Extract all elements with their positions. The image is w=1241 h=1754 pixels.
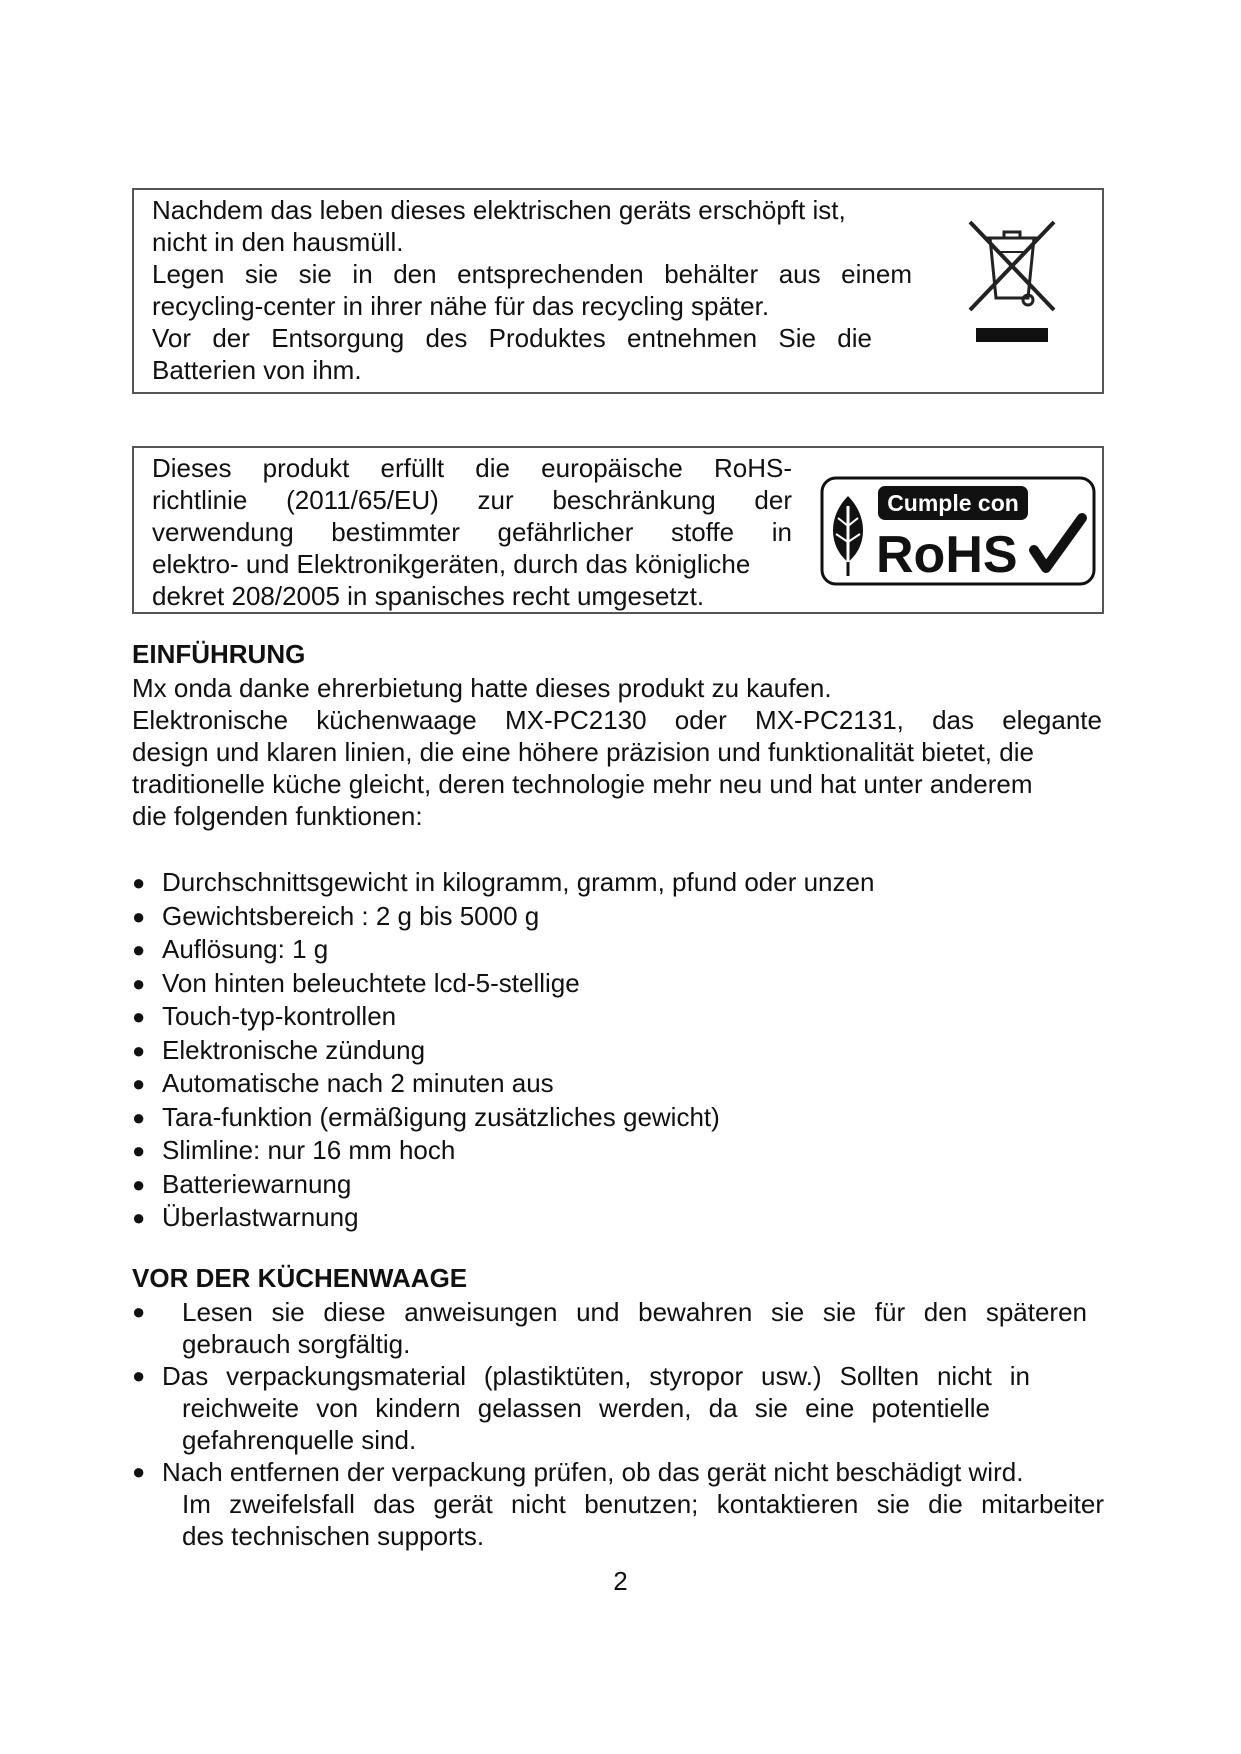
list-item: ● Durchschnittsgewicht in kilogramm, gramm, pfund oder unzen [132, 866, 1092, 900]
bullet-icon: ● [132, 937, 146, 962]
bullet-icon: ● [132, 1037, 146, 1063]
weee-line: Legen sie sie in den entsprechenden behälter aus einem [152, 259, 912, 289]
weee-line: Batterien von ihm. [152, 355, 362, 385]
intro-line: Mx onda danke ehrerbietung hatte dieses produkt zu kaufen. [132, 673, 832, 703]
intro-paragraph [132, 672, 1102, 832]
crossed-out-wheelie-bin-icon [962, 216, 1062, 346]
rohs-notice-box [132, 446, 1104, 614]
list-item: ● Elektronische zündung [132, 1034, 1092, 1068]
intro-line: design und klaren linien, die eine höhere präzision und funktionalität bietet, die [132, 737, 1034, 767]
intro-line: traditionelle küche gleicht, deren technologie mehr neu und hat unter anderem [132, 769, 1033, 799]
bullet-icon: ● [132, 1104, 146, 1130]
list-item: ● Batteriewarnung [132, 1168, 1092, 1202]
bullet-icon: ● [132, 1071, 146, 1096]
bullet-icon: ● [132, 1299, 146, 1324]
list-item: ● Das verpackungsmaterial (plastiktüten, styropor usw.) Sollten nicht in reichweite von kindern gelassen werden, da sie eine potentielle gefahrenquelle sind. [132, 1361, 1030, 1455]
bullet-icon: ● [132, 970, 146, 996]
rohs-line: verwendung bestimmter gefährlicher stoffe in [152, 517, 792, 547]
svg-text:Cumple con: Cumple con [887, 490, 1019, 516]
list-item: ● Von hinten beleuchtete lcd-5-stellige [132, 967, 1092, 1001]
bullet-icon: ● [132, 903, 146, 929]
list-item: ● Touch-typ-kontrollen [132, 1000, 1092, 1034]
intro-title: EINFÜHRUNG [132, 639, 306, 669]
rohs-line: elektro- und Elektronikgeräten, durch das königliche [152, 549, 751, 579]
bullet-icon: ● [132, 1205, 146, 1230]
intro-line: Elektronische küchenwaage MX-PC2130 oder MX-PC2131, das elegante [132, 705, 1102, 735]
feature-list [132, 866, 1092, 1235]
list-item: ● Lesen sie diese anweisungen und bewahren sie sie für den späteren gebrauch sorgfältig. [132, 1297, 1087, 1359]
list-item: ● Automatische nach 2 minuten aus [132, 1067, 1092, 1101]
bullet-icon: ● [132, 1004, 146, 1029]
bullet-icon: ● [132, 1138, 146, 1163]
rohs-line: dekret 208/2005 in spanisches recht umgesetzt. [152, 581, 705, 611]
weee-line: nicht in den hausmüll. [152, 227, 404, 257]
list-item: ● Gewichtsbereich : 2 g bis 5000 g [132, 900, 1092, 934]
svg-text:RoHS: RoHS [876, 526, 1018, 584]
rohs-compliance-logo [820, 476, 1096, 586]
intro-line: die folgenden funktionen: [132, 801, 423, 831]
bullet-icon: ● [132, 1171, 146, 1197]
page-number: 2 [613, 1566, 628, 1596]
list-item: ● Slimline: nur 16 mm hoch [132, 1134, 1092, 1168]
bullet-icon: ● [132, 1459, 146, 1484]
list-item: ● Auflösung: 1 g [132, 933, 1092, 967]
weee-notice-box [132, 188, 1104, 394]
bullet-icon: ● [132, 870, 146, 895]
list-item: ● Nach entfernen der verpackung prüfen, ob das gerät nicht beschädigt wird. Im zweifelsfall das gerät nicht benutzen; kontaktieren sie die mitarbeiter des technischen supports. [132, 1457, 1104, 1551]
weee-notice-text [152, 194, 912, 386]
rohs-line: Dieses produkt erfüllt die europäische RoHS- [152, 453, 792, 483]
weee-line: recycling-center in ihrer nähe für das recycling später. [152, 291, 770, 321]
rohs-notice-text [152, 452, 792, 612]
weee-line: Nachdem das leben dieses elektrischen geräts erschöpft ist, [152, 195, 846, 225]
precaution-list [132, 1296, 1122, 1552]
list-item: ● Tara-funktion (ermäßigung zusätzliches gewicht) [132, 1101, 1092, 1135]
list-item: ● Überlastwarnung [132, 1201, 1092, 1235]
bullet-icon: ● [132, 1363, 146, 1388]
before-use-title: VOR DER KÜCHENWAAGE [132, 1263, 468, 1293]
weee-line: Vor der Entsorgung des Produktes entnehmen Sie die [152, 323, 872, 353]
rohs-line: richtlinie (2011/65/EU) zur beschränkung der [152, 485, 792, 515]
